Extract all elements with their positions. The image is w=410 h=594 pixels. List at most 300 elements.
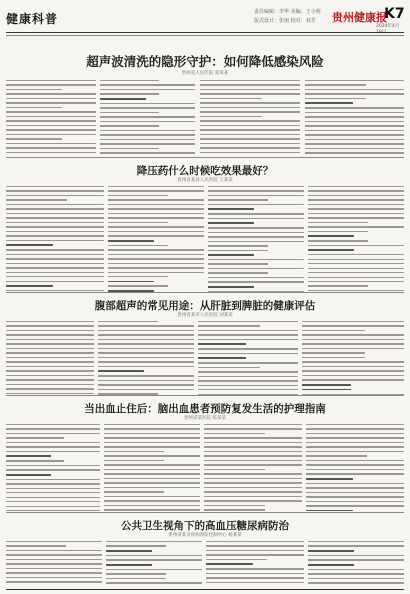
text-line bbox=[108, 245, 168, 246]
text-line bbox=[6, 352, 94, 353]
text-line bbox=[308, 285, 368, 286]
text-line bbox=[308, 277, 404, 278]
text-line bbox=[200, 143, 300, 144]
text-line bbox=[6, 506, 100, 507]
text-line bbox=[306, 483, 404, 484]
text-line bbox=[305, 139, 404, 140]
text-line bbox=[104, 437, 200, 438]
text-line bbox=[104, 464, 200, 465]
text-line bbox=[108, 240, 154, 242]
text-line bbox=[6, 226, 104, 227]
text-line bbox=[100, 93, 159, 94]
text-line bbox=[98, 325, 194, 326]
article-5-text-col-1 bbox=[6, 541, 102, 586]
text-line bbox=[108, 258, 204, 259]
text-line bbox=[308, 541, 404, 542]
text-line bbox=[305, 102, 353, 104]
text-line bbox=[204, 482, 302, 483]
text-line bbox=[302, 361, 404, 362]
text-line bbox=[6, 361, 94, 362]
text-line bbox=[305, 107, 404, 108]
text-line bbox=[204, 509, 265, 510]
text-line bbox=[302, 325, 404, 326]
text-line bbox=[6, 80, 96, 81]
text-line bbox=[308, 272, 404, 273]
text-line bbox=[308, 204, 404, 205]
article-5-text-col-3 bbox=[206, 541, 304, 586]
text-line bbox=[6, 451, 100, 452]
text-line bbox=[6, 334, 94, 335]
text-line bbox=[308, 263, 404, 264]
text-line bbox=[208, 204, 304, 205]
text-line bbox=[308, 217, 404, 218]
text-line bbox=[6, 343, 94, 344]
text-line bbox=[98, 389, 194, 390]
text-line bbox=[302, 343, 404, 344]
text-line bbox=[206, 550, 304, 551]
text-line bbox=[100, 143, 195, 144]
article-4-byline: 贵州省某医院 陈某某 bbox=[184, 416, 226, 421]
text-line bbox=[198, 367, 260, 368]
text-line bbox=[6, 465, 100, 466]
article-3-separator bbox=[6, 395, 404, 396]
text-line bbox=[302, 339, 404, 340]
text-line bbox=[208, 254, 254, 256]
text-line bbox=[208, 277, 304, 278]
text-line bbox=[100, 148, 159, 149]
text-line bbox=[302, 334, 404, 335]
text-line bbox=[6, 424, 100, 425]
text-line bbox=[6, 213, 104, 214]
text-line bbox=[6, 199, 67, 200]
text-line bbox=[204, 455, 302, 456]
article-1-text-col-2 bbox=[100, 80, 195, 157]
text-line bbox=[306, 446, 404, 447]
text-line bbox=[308, 245, 404, 246]
text-line bbox=[305, 89, 404, 90]
text-line bbox=[308, 573, 404, 574]
text-line bbox=[208, 236, 304, 237]
text-line bbox=[6, 138, 62, 139]
text-line bbox=[306, 433, 404, 434]
text-line bbox=[108, 204, 204, 205]
text-line bbox=[204, 500, 302, 501]
text-line bbox=[6, 479, 100, 480]
text-line bbox=[204, 442, 302, 443]
text-line bbox=[108, 254, 204, 255]
text-line bbox=[200, 152, 300, 153]
text-line bbox=[6, 330, 94, 331]
text-line bbox=[98, 357, 194, 358]
text-line bbox=[6, 116, 96, 117]
text-line bbox=[305, 143, 404, 144]
article-1-separator bbox=[6, 157, 404, 158]
text-line bbox=[308, 199, 404, 200]
text-line bbox=[302, 352, 365, 353]
text-line bbox=[98, 361, 194, 362]
text-line bbox=[6, 235, 104, 236]
text-line bbox=[200, 89, 300, 90]
text-line bbox=[98, 321, 158, 322]
article-5-text-col-4 bbox=[308, 541, 404, 587]
text-line bbox=[198, 389, 298, 390]
text-line bbox=[302, 375, 404, 376]
page-number: K7 bbox=[384, 6, 405, 22]
text-line bbox=[305, 134, 404, 135]
text-line bbox=[6, 111, 96, 112]
text-line bbox=[200, 147, 300, 148]
text-line bbox=[104, 496, 200, 497]
text-line bbox=[308, 281, 404, 282]
article-2-text-col-2 bbox=[108, 186, 204, 295]
text-line bbox=[204, 428, 302, 429]
text-line bbox=[308, 235, 354, 237]
text-line bbox=[306, 464, 404, 465]
text-line bbox=[6, 102, 96, 103]
text-line bbox=[306, 437, 404, 438]
text-line bbox=[98, 348, 194, 349]
text-line bbox=[305, 80, 404, 81]
text-line bbox=[6, 89, 62, 90]
text-line bbox=[208, 232, 304, 233]
text-line bbox=[6, 577, 102, 578]
text-line bbox=[198, 362, 298, 363]
article-3-text-col-2 bbox=[98, 321, 194, 398]
text-line bbox=[104, 487, 200, 488]
text-line bbox=[306, 501, 404, 502]
text-line bbox=[308, 259, 404, 260]
text-line bbox=[108, 285, 168, 286]
text-line bbox=[104, 428, 200, 429]
text-line bbox=[106, 564, 152, 566]
text-line bbox=[306, 451, 404, 452]
article-2-text-col-4 bbox=[308, 186, 404, 294]
text-line bbox=[200, 107, 300, 108]
text-line bbox=[6, 339, 94, 340]
text-line bbox=[6, 469, 100, 470]
text-line bbox=[108, 195, 168, 196]
text-line bbox=[108, 226, 204, 227]
text-line bbox=[6, 276, 104, 277]
text-line bbox=[308, 226, 404, 227]
text-line bbox=[308, 190, 404, 191]
text-line bbox=[305, 112, 404, 113]
text-line bbox=[6, 366, 94, 367]
text-line bbox=[204, 433, 265, 434]
text-line bbox=[204, 496, 302, 497]
text-line bbox=[6, 204, 104, 205]
text-line bbox=[308, 222, 368, 223]
text-line bbox=[104, 505, 200, 506]
text-line bbox=[308, 578, 404, 579]
text-line bbox=[198, 325, 260, 326]
text-line bbox=[98, 339, 194, 340]
text-line bbox=[6, 379, 94, 380]
text-line bbox=[204, 437, 302, 438]
text-line bbox=[305, 84, 366, 85]
text-line bbox=[108, 213, 204, 214]
text-line bbox=[208, 227, 304, 228]
text-line bbox=[204, 473, 302, 474]
text-line bbox=[106, 578, 166, 579]
text-line bbox=[104, 442, 200, 443]
text-line bbox=[108, 267, 204, 268]
text-line bbox=[6, 497, 100, 498]
text-line bbox=[6, 267, 104, 268]
text-line bbox=[6, 455, 51, 457]
text-line bbox=[6, 254, 104, 255]
text-line bbox=[306, 487, 404, 488]
text-line bbox=[100, 125, 159, 126]
text-line bbox=[308, 559, 404, 560]
text-line bbox=[108, 199, 204, 200]
article-4-text-col-1 bbox=[6, 424, 100, 515]
text-line bbox=[206, 563, 253, 565]
text-line bbox=[308, 240, 368, 241]
text-line bbox=[6, 501, 100, 502]
text-line bbox=[6, 190, 104, 191]
text-line bbox=[305, 130, 404, 131]
text-line bbox=[6, 129, 96, 130]
text-line bbox=[98, 330, 194, 331]
text-line bbox=[6, 222, 104, 223]
article-4-separator bbox=[6, 512, 404, 513]
text-line bbox=[308, 569, 404, 570]
text-line bbox=[306, 496, 404, 497]
text-line bbox=[6, 460, 64, 461]
text-line bbox=[302, 370, 404, 371]
text-line bbox=[100, 112, 159, 113]
text-line bbox=[6, 186, 104, 187]
article-3-text-col-4 bbox=[302, 321, 404, 398]
article-3-text-col-3 bbox=[198, 321, 298, 398]
text-line bbox=[6, 120, 96, 121]
text-line bbox=[208, 259, 304, 260]
text-line bbox=[208, 190, 304, 191]
text-line bbox=[100, 139, 195, 140]
article-3-title: 腹部超声的常见用途：从肝脏到脾脏的健康评估 bbox=[94, 300, 316, 312]
text-line bbox=[104, 478, 200, 479]
text-line bbox=[106, 569, 202, 570]
text-line bbox=[104, 482, 200, 483]
text-line bbox=[108, 231, 204, 232]
text-line bbox=[108, 222, 168, 223]
text-line bbox=[6, 152, 96, 153]
text-line bbox=[100, 152, 195, 153]
text-line bbox=[305, 125, 404, 126]
text-line bbox=[198, 334, 298, 335]
text-line bbox=[306, 505, 404, 506]
text-line bbox=[6, 370, 94, 371]
text-line bbox=[6, 433, 100, 434]
text-line bbox=[198, 343, 246, 345]
text-line bbox=[204, 446, 302, 447]
text-line bbox=[206, 568, 304, 569]
article-2-title: 降压药什么时候吃效果最好？ bbox=[136, 165, 274, 177]
text-line bbox=[6, 357, 94, 358]
text-line bbox=[305, 148, 404, 149]
text-line bbox=[308, 213, 404, 214]
text-line bbox=[305, 116, 404, 117]
text-line bbox=[206, 573, 304, 574]
text-line bbox=[104, 460, 164, 461]
article-1-text-col-4 bbox=[305, 80, 404, 157]
masthead-rule bbox=[6, 32, 404, 33]
text-line bbox=[6, 195, 104, 196]
text-line bbox=[98, 384, 194, 385]
article-4-text-col-3 bbox=[204, 424, 302, 514]
text-line bbox=[198, 348, 298, 349]
text-line bbox=[6, 134, 96, 135]
text-line bbox=[200, 98, 262, 99]
text-line bbox=[6, 281, 104, 282]
text-line bbox=[204, 464, 302, 465]
text-line bbox=[108, 190, 204, 191]
text-line bbox=[6, 272, 104, 273]
article-1-text-col-3 bbox=[200, 80, 300, 156]
text-line bbox=[308, 555, 404, 556]
text-line bbox=[6, 568, 102, 569]
issue-date: 2024年4月19日 bbox=[376, 24, 400, 35]
text-line bbox=[200, 134, 300, 135]
text-line bbox=[98, 380, 194, 381]
article-5-title: 公共卫生视角下的高血压糖尿病防治 bbox=[121, 520, 289, 532]
text-line bbox=[204, 478, 302, 479]
text-line bbox=[98, 370, 144, 372]
text-line bbox=[302, 366, 404, 367]
text-line bbox=[6, 93, 96, 94]
text-line bbox=[198, 376, 298, 377]
text-line bbox=[308, 545, 404, 546]
text-line bbox=[100, 80, 159, 81]
text-line bbox=[306, 473, 404, 474]
article-2-separator bbox=[6, 292, 404, 293]
text-line bbox=[302, 389, 351, 391]
text-line bbox=[306, 455, 367, 456]
text-line bbox=[104, 491, 164, 492]
text-line bbox=[6, 437, 64, 438]
text-line bbox=[6, 143, 96, 144]
text-line bbox=[206, 577, 304, 578]
text-line bbox=[6, 84, 96, 85]
text-line bbox=[208, 245, 268, 246]
text-line bbox=[198, 385, 298, 386]
text-line bbox=[6, 348, 94, 349]
text-line bbox=[98, 375, 194, 376]
text-line bbox=[200, 138, 300, 139]
text-line bbox=[6, 258, 104, 259]
text-line bbox=[104, 455, 200, 456]
text-line bbox=[106, 559, 202, 560]
text-line bbox=[106, 550, 152, 552]
text-line bbox=[106, 555, 202, 556]
text-line bbox=[204, 491, 302, 492]
text-line bbox=[6, 563, 102, 564]
text-line bbox=[6, 483, 100, 484]
text-line bbox=[302, 321, 404, 322]
text-line bbox=[6, 559, 102, 560]
text-line bbox=[305, 93, 404, 94]
text-line bbox=[106, 545, 166, 546]
text-line bbox=[6, 107, 62, 108]
text-line bbox=[108, 281, 154, 283]
article-5-byline: 贵州省某市疾病预防控制中心 杨某某 bbox=[168, 533, 242, 538]
text-line bbox=[6, 474, 51, 476]
text-line bbox=[198, 380, 298, 381]
text-line bbox=[6, 325, 94, 326]
text-line bbox=[204, 460, 302, 461]
text-line bbox=[306, 469, 404, 470]
text-line bbox=[208, 281, 304, 282]
text-line bbox=[104, 473, 200, 474]
text-line bbox=[6, 217, 104, 218]
text-line bbox=[306, 460, 404, 461]
text-line bbox=[104, 446, 200, 447]
text-line bbox=[208, 195, 304, 196]
text-line bbox=[6, 375, 94, 376]
text-line bbox=[6, 231, 104, 232]
text-line bbox=[98, 334, 194, 335]
article-5-text-col-2 bbox=[106, 541, 202, 587]
text-line bbox=[208, 286, 254, 288]
text-line bbox=[308, 231, 368, 232]
article-2-text-col-1 bbox=[6, 186, 104, 294]
article-4-text-col-4 bbox=[306, 424, 404, 515]
text-line bbox=[6, 208, 104, 209]
text-line bbox=[108, 235, 204, 236]
text-line bbox=[200, 102, 300, 103]
text-line bbox=[6, 147, 96, 148]
text-line bbox=[200, 93, 300, 94]
text-line bbox=[308, 249, 354, 251]
text-line bbox=[6, 263, 104, 264]
text-line bbox=[6, 98, 96, 99]
text-line bbox=[302, 379, 404, 380]
text-line bbox=[6, 393, 94, 394]
text-line bbox=[6, 388, 94, 389]
article-3-text-col-1 bbox=[6, 321, 94, 397]
text-line bbox=[206, 559, 267, 560]
text-line bbox=[206, 554, 304, 555]
text-line bbox=[306, 442, 404, 443]
text-line bbox=[200, 80, 300, 81]
text-line bbox=[302, 330, 365, 331]
text-line bbox=[6, 581, 102, 582]
text-line bbox=[106, 582, 202, 583]
text-line bbox=[6, 492, 100, 493]
text-line bbox=[100, 84, 195, 85]
text-line bbox=[200, 129, 300, 130]
text-line bbox=[204, 505, 265, 506]
text-line bbox=[306, 424, 404, 425]
text-line bbox=[305, 98, 366, 99]
text-line bbox=[6, 446, 100, 447]
text-line bbox=[308, 268, 404, 269]
text-line bbox=[100, 134, 195, 135]
text-line bbox=[6, 244, 53, 246]
text-line bbox=[108, 272, 204, 273]
text-line bbox=[104, 500, 200, 501]
text-line bbox=[6, 321, 94, 322]
section-title: 健康科普 bbox=[6, 12, 59, 26]
text-line bbox=[6, 428, 100, 429]
text-line bbox=[204, 424, 302, 425]
text-line bbox=[6, 541, 102, 542]
text-line bbox=[204, 451, 302, 452]
text-line bbox=[306, 492, 404, 493]
text-line bbox=[100, 116, 195, 117]
text-line bbox=[204, 487, 302, 488]
